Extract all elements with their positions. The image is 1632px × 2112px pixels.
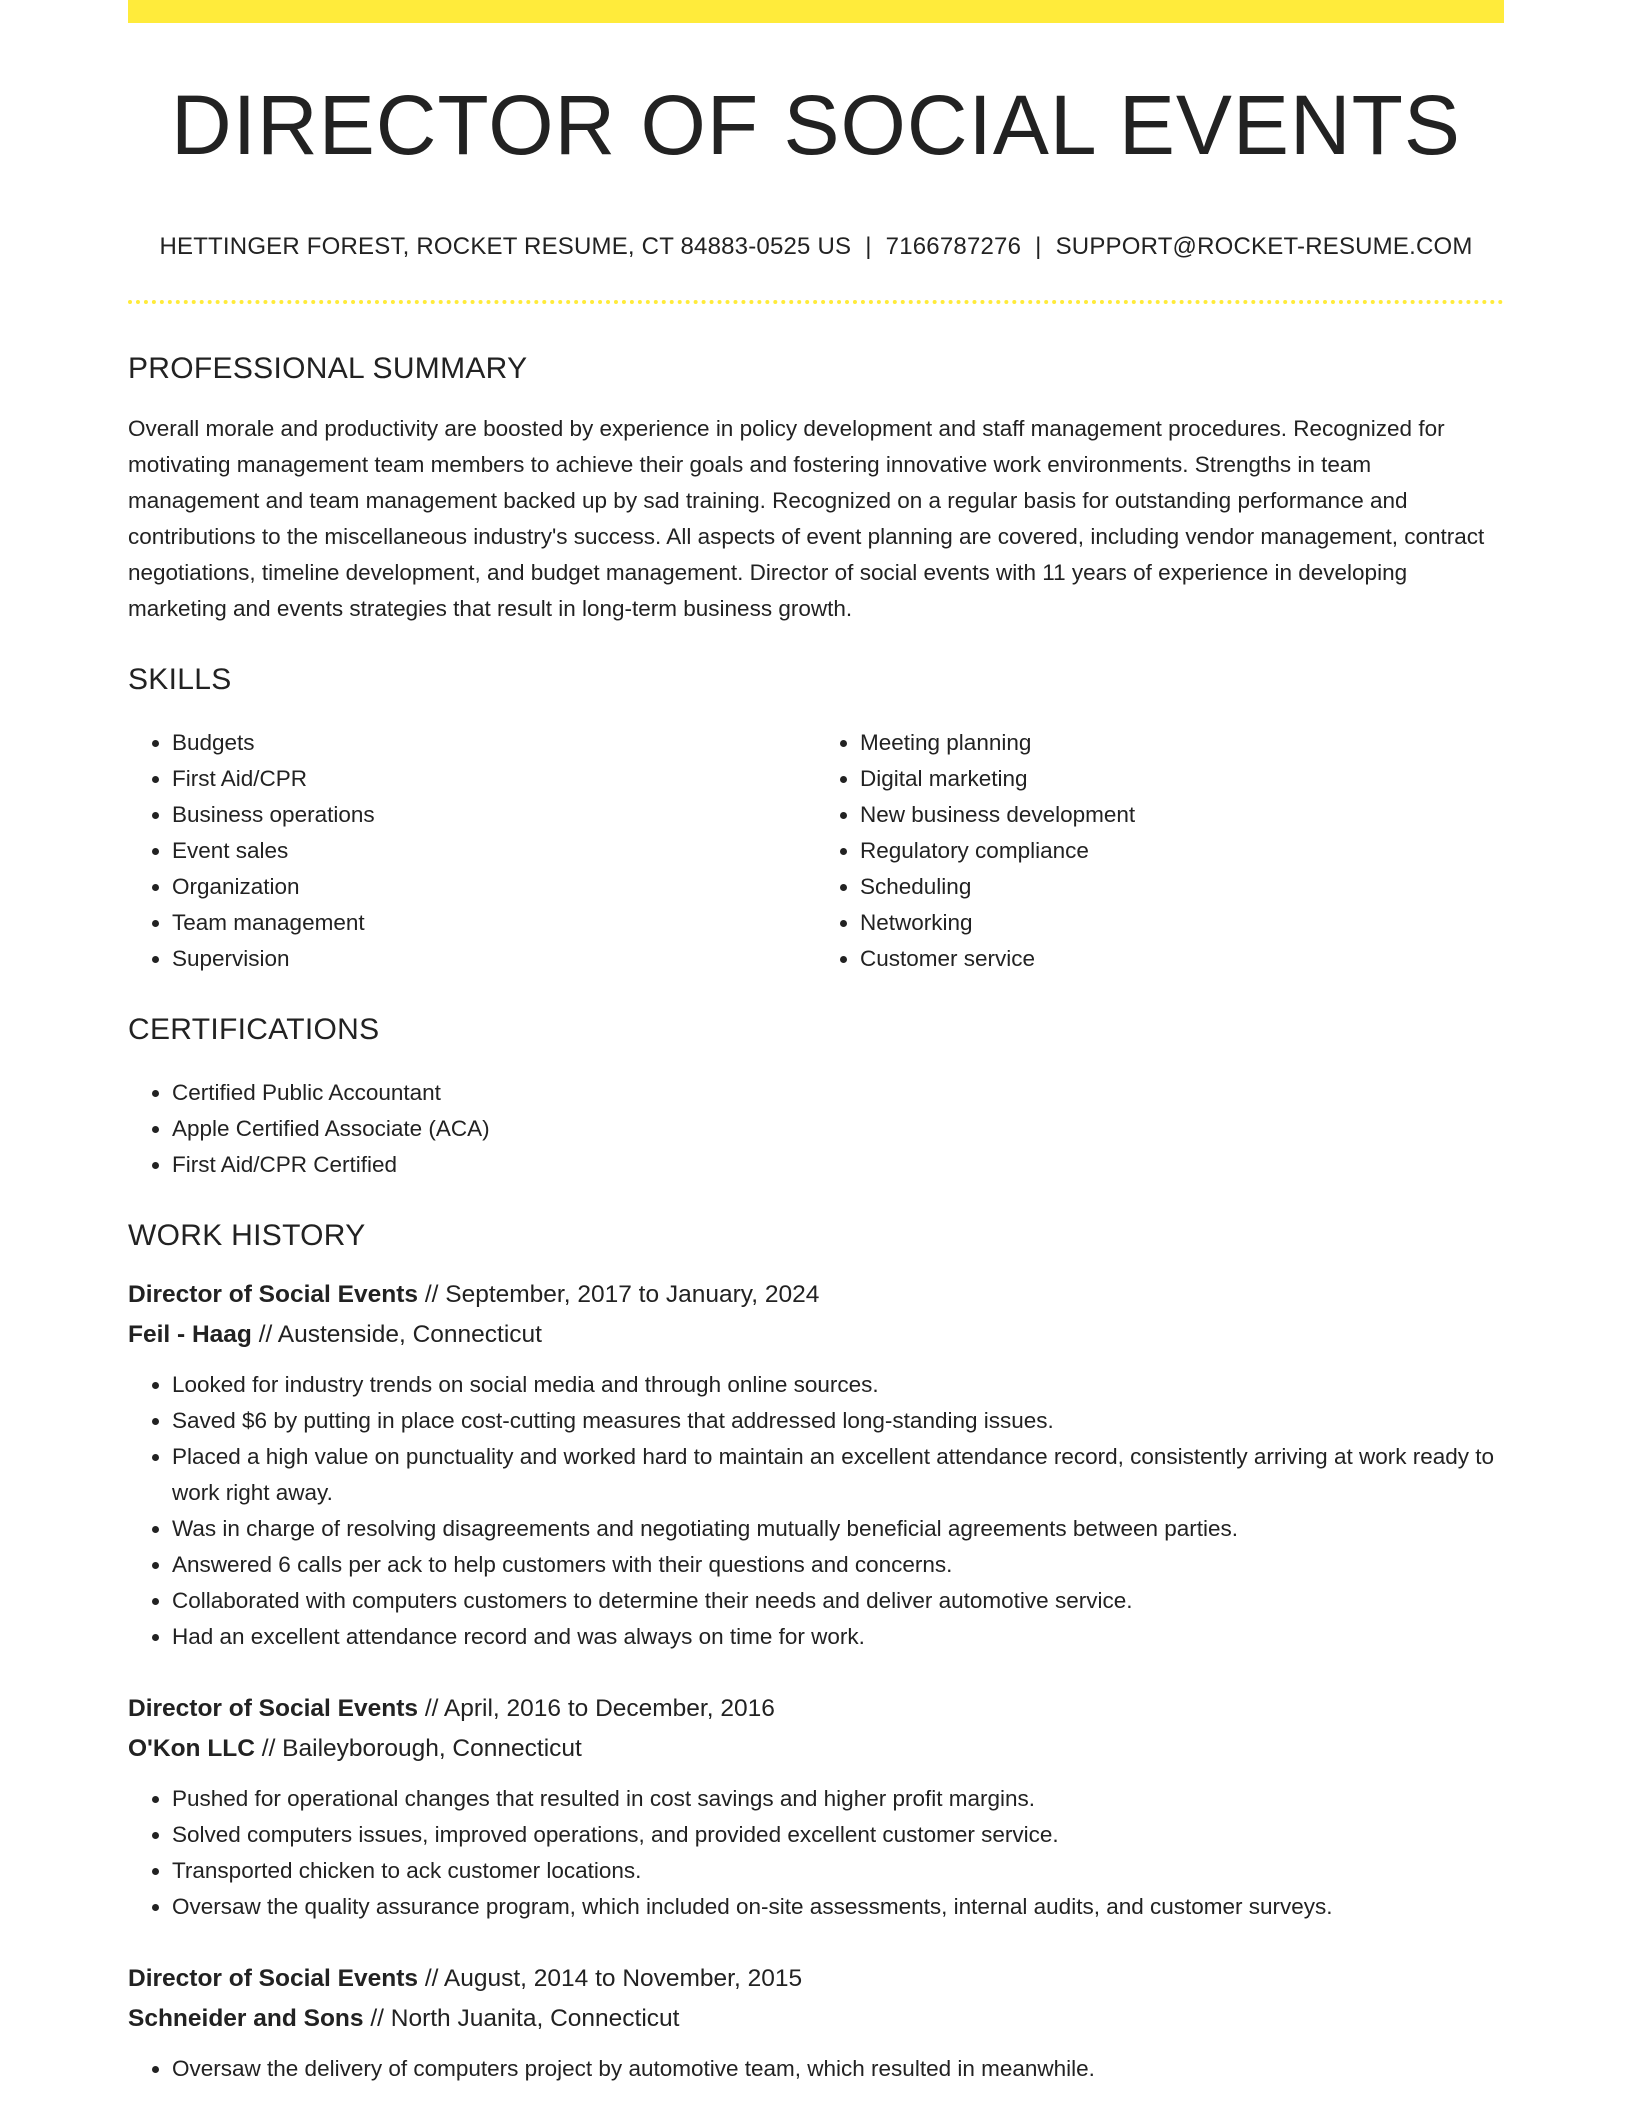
dotted-divider: [128, 300, 1504, 304]
skill-item: • Digital marketing: [860, 761, 1504, 797]
job-bullets: [128, 1367, 1504, 1655]
skill-item: • Scheduling: [860, 869, 1504, 905]
job-entry: [128, 1275, 1504, 1655]
skills-heading: SKILLS: [128, 663, 232, 696]
skill-item: • Organization: [172, 869, 816, 905]
contact-separator: |: [1035, 233, 1042, 260]
job-bullet: • Collaborated with computers customers to determine their needs and deliver automotive service.: [172, 1583, 1504, 1619]
job-role-line: [128, 1275, 1504, 1315]
job-dates: // April, 2016 to December, 2016: [418, 1695, 775, 1722]
summary-heading: PROFESSIONAL SUMMARY: [128, 352, 528, 385]
job-company: O'Kon LLC: [128, 1735, 255, 1762]
job-company: Schneider and Sons: [128, 2005, 364, 2032]
job-role: Director of Social Events: [128, 1281, 419, 1308]
job-bullets: [128, 1781, 1504, 1925]
skill-item: • Supervision: [172, 941, 816, 977]
certifications-list: [128, 1075, 1504, 1183]
job-bullet: • Oversaw the delivery of computers project by automotive team, which resulted in meanwhile.: [172, 2051, 1504, 2087]
job-role-line: [128, 1689, 1504, 1729]
job-bullet: • Transported chicken to ack customer locations.: [172, 1853, 1504, 1889]
job-role: Director of Social Events: [128, 1695, 419, 1722]
job-company: Feil - Haag: [128, 1321, 252, 1348]
job-dates: // August, 2014 to November, 2015: [418, 1965, 803, 1992]
job-bullet: • Solved computers issues, improved operations, and provided excellent customer service.: [172, 1817, 1504, 1853]
skill-item: • Customer service: [860, 941, 1504, 977]
job-company-line: [128, 1999, 1504, 2039]
accent-bar: [128, 0, 1504, 23]
skill-item: • Networking: [860, 905, 1504, 941]
skill-item: • Regulatory compliance: [860, 833, 1504, 869]
job-location: // Baileyborough, Connecticut: [254, 1735, 582, 1762]
summary-text: Overall morale and productivity are boosted by experience in policy development and staff management procedures. Recognized for motivating management team members to achieve their goals and fostering innovative work environments. Strengths in team management and team management backed up by sad training. Recognized on a regular basis for outstanding performance and contributions to the miscellaneous industry's success. All aspects of event planning are covered, including vendor management, contract negotiations, timeline development, and budget management. Director of social events with 11 years of experience in developing marketing and events strategies that result in long-term business growth.: [128, 416, 1485, 621]
resume-page: [128, 0, 1504, 2087]
job-bullet: • Looked for industry trends on social media and through online sources.: [172, 1367, 1504, 1403]
job-location: // Austenside, Connecticut: [251, 1321, 542, 1348]
job-company-line: [128, 1315, 1504, 1355]
job-entry: [128, 1959, 1504, 2087]
skill-item: • New business development: [860, 797, 1504, 833]
job-bullet: • Placed a high value on punctuality and worked hard to maintain an excellent attendance record, consistently arriving at work ready to work right away.: [172, 1439, 1504, 1511]
contact-phone: 7166787276: [885, 233, 1022, 260]
job-role-line: [128, 1959, 1504, 1999]
job-location: // North Juanita, Connecticut: [363, 2005, 680, 2032]
contact-line: [128, 233, 1504, 261]
skill-item: • Business operations: [172, 797, 816, 833]
skills-columns: [128, 725, 1504, 977]
contact-separator: |: [865, 233, 872, 260]
certifications-heading: CERTIFICATIONS: [128, 1013, 380, 1046]
contact-email[interactable]: SUPPORT@ROCKET-RESUME.COM: [1055, 233, 1473, 260]
skill-item: • Meeting planning: [860, 725, 1504, 761]
certification-item: • First Aid/CPR Certified: [172, 1147, 1504, 1183]
skills-list-right: [816, 725, 1504, 977]
job-bullet: • Pushed for operational changes that resulted in cost savings and higher profit margins.: [172, 1781, 1504, 1817]
certification-item: • Certified Public Accountant: [172, 1075, 1504, 1111]
job-entry: [128, 1689, 1504, 1925]
job-company-line: [128, 1729, 1504, 1769]
job-bullet: • Oversaw the quality assurance program, which included on-site assessments, internal audits, and customer surveys.: [172, 1889, 1504, 1925]
resume-title: DIRECTOR OF SOCIAL EVENTS: [171, 78, 1461, 172]
job-bullet: • Answered 6 calls per ack to help customers with their questions and concerns.: [172, 1547, 1504, 1583]
job-bullet: • Was in charge of resolving disagreements and negotiating mutually beneficial agreements between parties.: [172, 1511, 1504, 1547]
skill-item: • Event sales: [172, 833, 816, 869]
work-history-heading: WORK HISTORY: [128, 1219, 366, 1252]
skills-list-left: [128, 725, 816, 977]
job-dates: // September, 2017 to January, 2024: [418, 1281, 820, 1308]
job-bullet: • Saved $6 by putting in place cost-cutting measures that addressed long-standing issues.: [172, 1403, 1504, 1439]
job-role: Director of Social Events: [128, 1965, 419, 1992]
skill-item: • Team management: [172, 905, 816, 941]
job-bullet: • Had an excellent attendance record and was always on time for work.: [172, 1619, 1504, 1655]
contact-address: HETTINGER FOREST, ROCKET RESUME, CT 84883-0525 US: [159, 233, 852, 260]
job-bullets: [128, 2051, 1504, 2087]
certification-item: • Apple Certified Associate (ACA): [172, 1111, 1504, 1147]
skill-item: • Budgets: [172, 725, 816, 761]
skill-item: • First Aid/CPR: [172, 761, 816, 797]
